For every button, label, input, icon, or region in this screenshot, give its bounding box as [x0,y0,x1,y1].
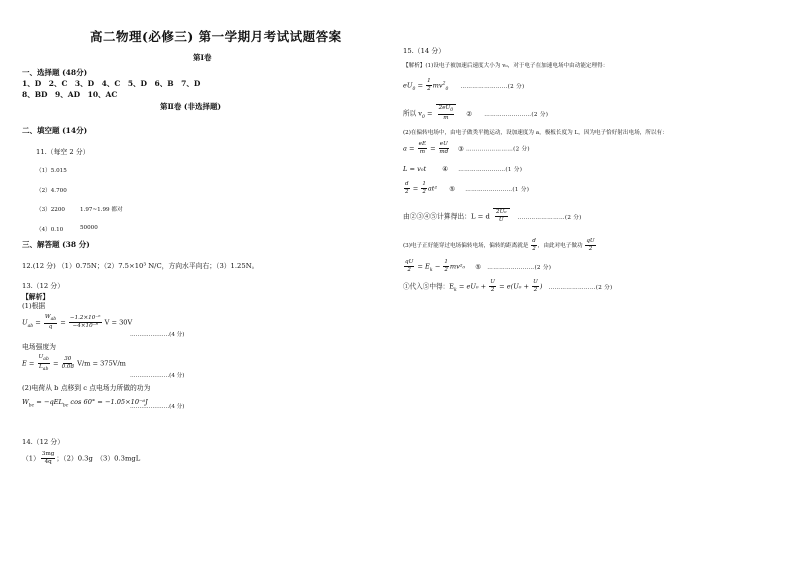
q15-eq8: ①代入⑤中得：$E_k = eU_0$ + $\frac{U}{2}$ = e(U₀ + $\frac{U}{2}$ ) ……………………(2 分) [403,279,613,293]
q13-part2: (2)电荷从 b 点移到 c 点电场力所做的功为 [22,384,151,392]
q15-part2-text: (2)在偏转电场中，由电子做类平抛运动，设加速度为 a，极板长度为 L，因为电子恰好射出电场，所以有： [403,130,668,136]
q13-score-1: …………………(4 分) [130,332,185,338]
q15-part3-text: (3)电子正好能穿过电场偏转电场，偏转的距离就是 $\frac{d}{2}$ ，由此对电子做功 $\frac{qU}{2}$ [403,238,595,252]
q15-eq2: 所以 $v_0$ = $\frac{2eU_0}{m}$ ② ……………………(2 分) [403,105,549,122]
q11-answer-3a: （3）2200 [36,207,65,213]
q13-equation-e: E = $\frac{U_{ab}}{L_{ab}}$ = $\frac{30}{0.08}$ V/m = 375V/m [22,354,126,373]
page-title: 高二物理(必修三) 第一学期月考试试题答案 [90,29,342,44]
q14-answer: （1） $\frac{3mg}{4q}$ ；（2）0.3g （3）0.3mgL [22,451,141,465]
q15-eq4: L = v₀t ④ ……………………(1 分) [403,165,523,173]
q13-label: 13.（12 分） [22,282,65,290]
q13-equation-uab: $U_{ab}$ = $\frac{W_{ab}}{q}$ = $\frac{\text{−1.2×10⁻⁶}}{\text{−4×10⁻⁸}}$ V = 30V [22,314,133,331]
q13-e-label: 电场强度为 [22,343,56,351]
q11-answer-4b: 50000 [80,225,98,231]
section-solve: 三、解答题 (38 分) [22,240,90,249]
q12-answer: 12.(12 分) （1）0.75N；（2）7.5×10³ N/C，方向水平向右；（3）1.25N。 [22,262,259,270]
part2-heading: 第Ⅱ卷 (非选择题) [160,102,222,111]
section-multiple-choice: 一、选择题 (48分) [22,68,88,77]
q15-label: 15.（14 分） [403,47,446,55]
q15-eq7: $\frac{qU}{2}$ = $E_k$ − $\frac{1}{2}$ mv²₀ ⑤ ……………………(2 分) [405,259,552,273]
q11-label: 11.（每空 2 分） [36,148,90,156]
q15-eq6: 由②③④⑤计算得出：L = d $\frac{\text{2U₀}}{U}$ ……………………(2 分) [403,209,582,223]
q15-jiexi-1: 【解析】(1)设电子被加速后速度大小为 v₀，对于电子在加速电场中由动能定理得： [403,63,609,69]
q13-score-2: …………………(4 分) [130,373,185,379]
q14-label: 14.（12 分） [22,438,65,446]
q11-answer-1: （1）5.015 [36,168,67,174]
mc-answers-row2: 8、BD 9、AD 10、AC [22,90,118,99]
q11-answer-4a: （4）0.10 [36,227,64,233]
q13-score-3: …………………(4 分) [130,404,185,410]
mc-answers-row1: 1、D 2、C 3、D 4、C 5、D 6、B 7、D [22,79,201,88]
q13-jiexi: 【解析】 [22,293,50,301]
section-fill-blank: 二、填空题 (14分) [22,126,88,135]
q15-eq3: a = $\frac{eE}{m}$ = $\frac{eU}{md}$ ③ ……………………(2 分) [403,141,530,155]
q13-equation-w: $W_{bc} = -qEL_{bc}$ cos 60° = −1.05×10⁻⁶J [22,398,148,409]
q13-part1: (1)根据 [22,302,46,310]
part1-heading: 第Ⅰ卷 [193,53,212,62]
q11-answer-2: （2）4.700 [36,188,67,194]
q11-answer-3b: 1.97~1.99 都对 [80,207,123,213]
q15-eq5: $\frac{d}{2}$ = $\frac{1}{2}$ at² ⑤ ……………………(1 分) [405,181,530,195]
q15-eq1: $eU_0$ = $\frac{1}{2}$ $mv^2_0$ ……………………(2 分) [403,78,525,92]
